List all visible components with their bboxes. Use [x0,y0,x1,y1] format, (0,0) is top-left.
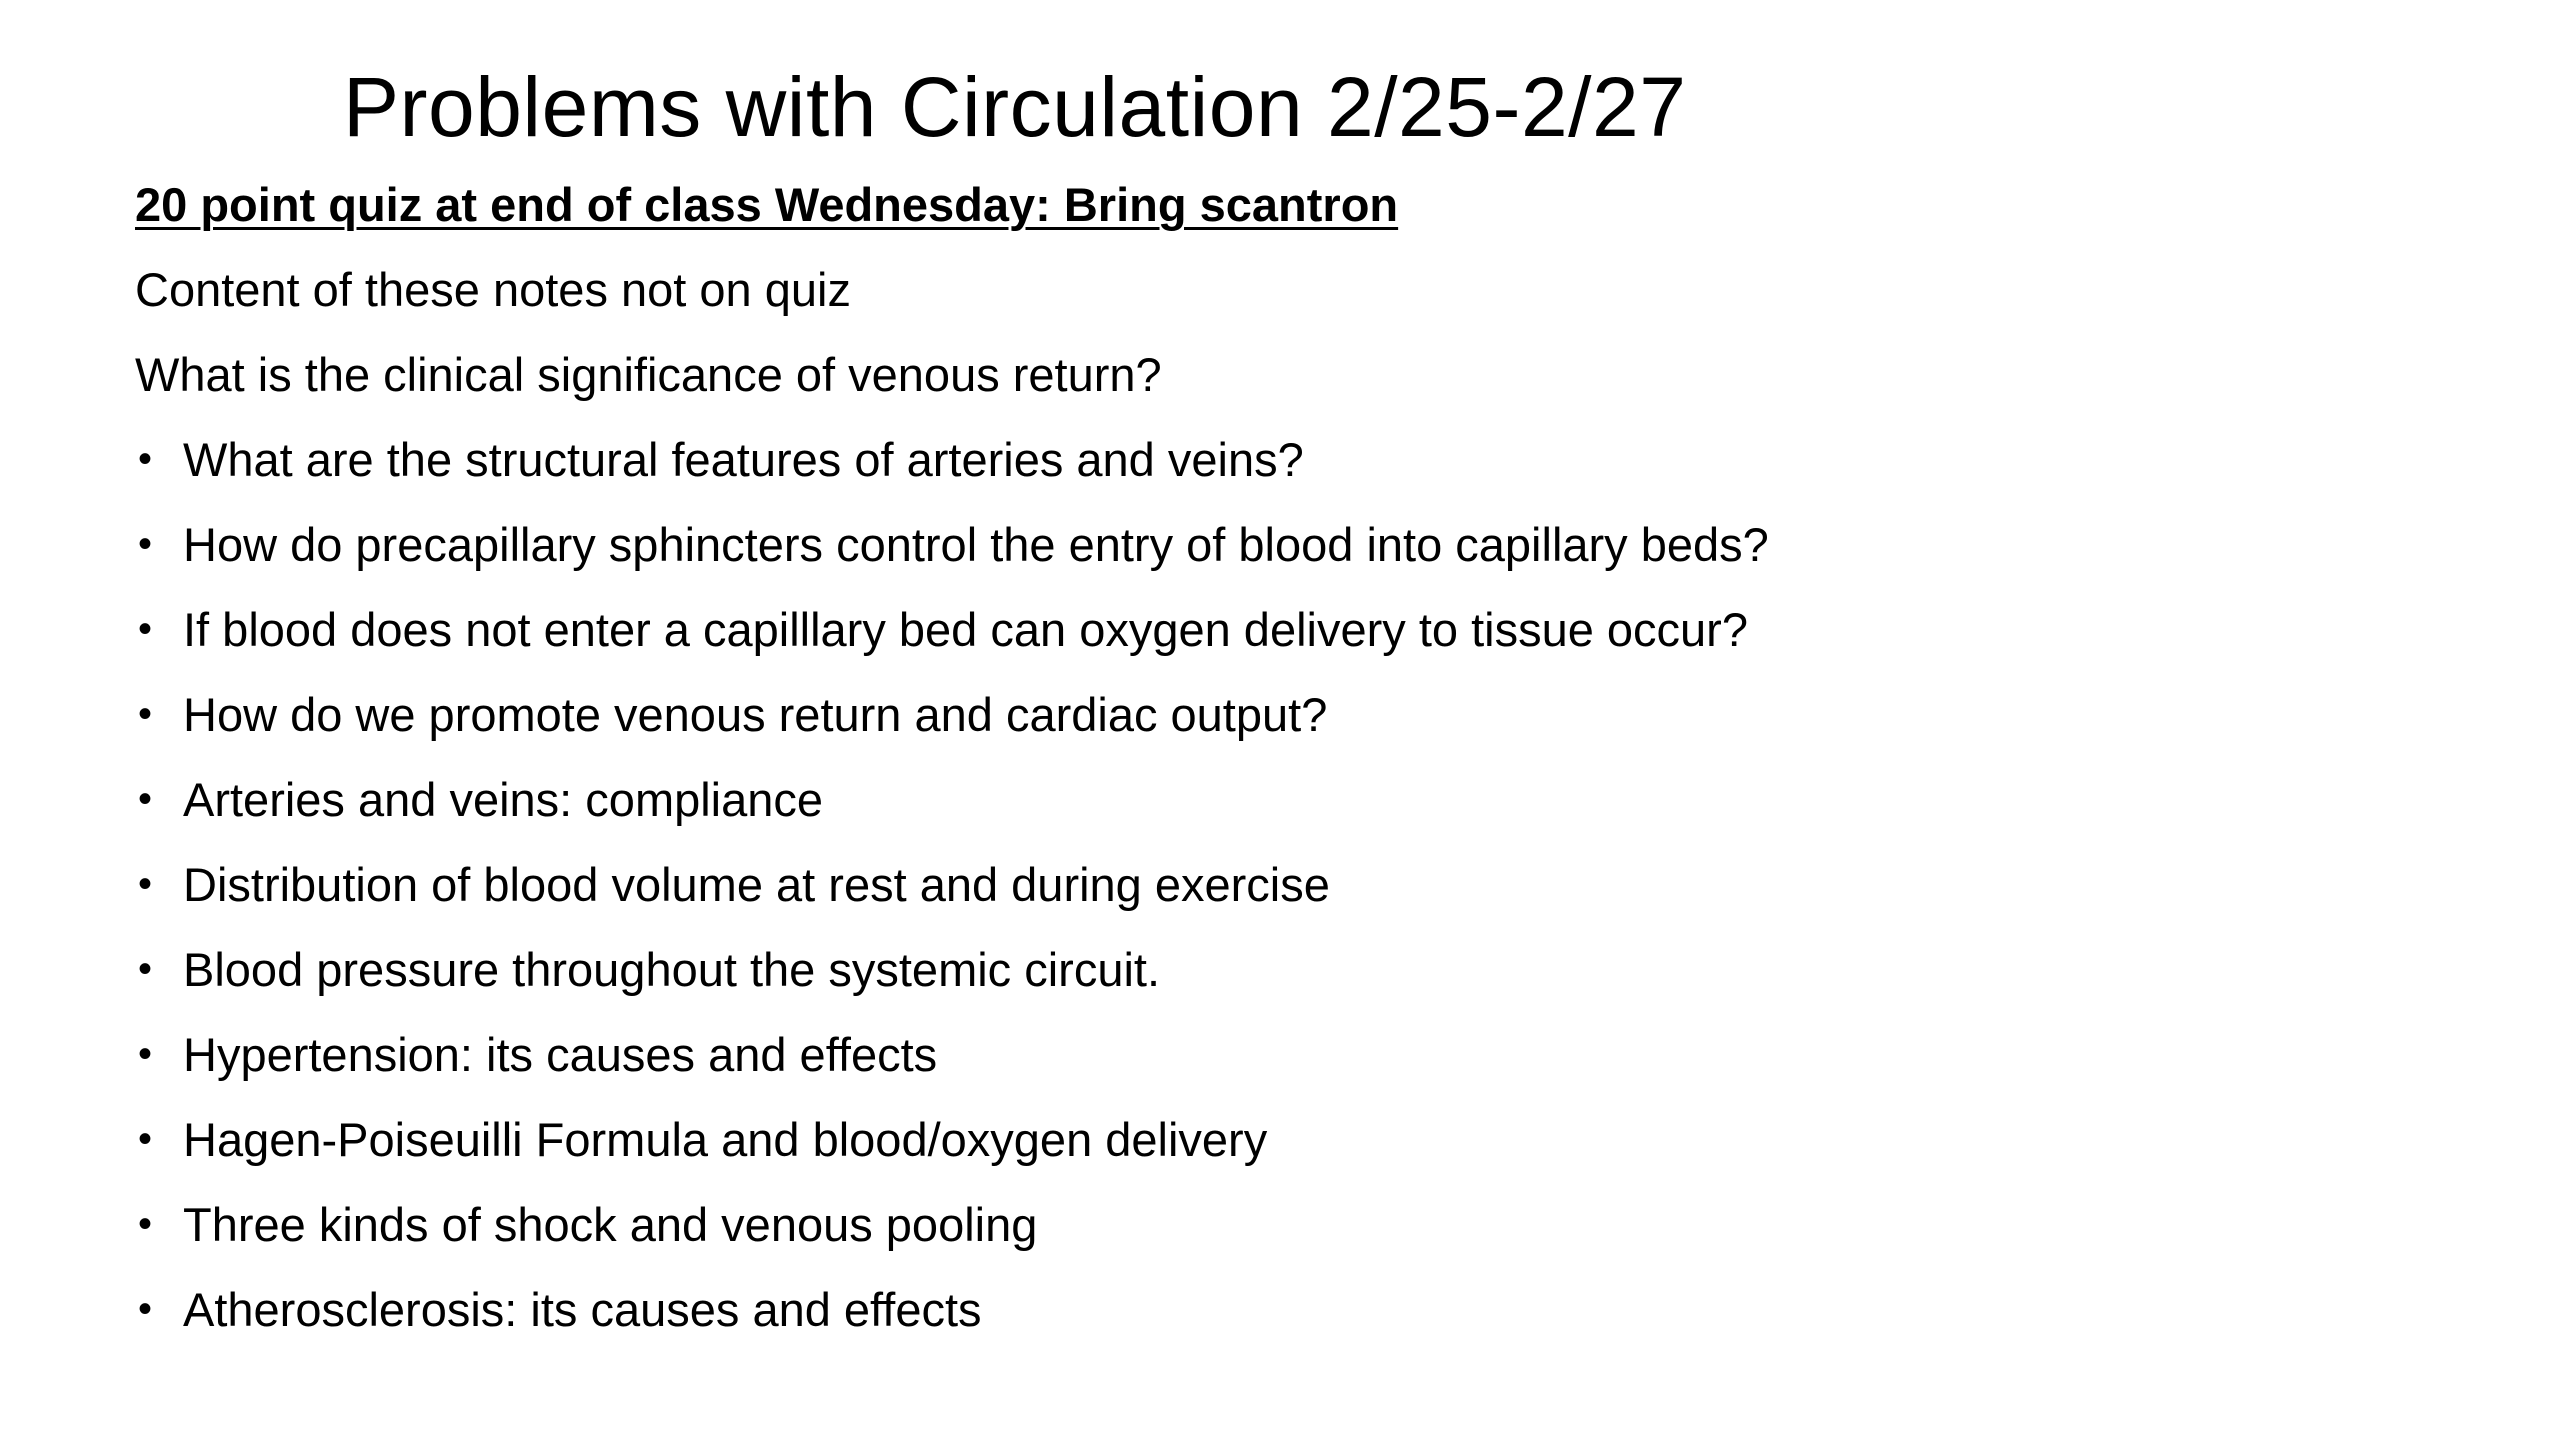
bullet-item [135,1097,2435,1182]
bullet-item [135,587,2435,672]
slide-title: Problems with Circulation 2/25-2/27 [343,60,1687,154]
bullet-text: Hagen-Poiseuilli Formula and blood/oxygen delivery [183,1113,1268,1166]
bullet-item [135,1182,2435,1267]
bullet-icon: • [137,1117,152,1161]
bullet-icon: • [137,692,152,736]
bullet-icon: • [137,862,152,906]
bullet-list [135,417,2435,1352]
bullet-item [135,417,2435,502]
bullet-icon: • [137,947,152,991]
slide-body [135,162,2435,1352]
bullet-text: Blood pressure throughout the systemic circuit. [183,943,1161,996]
bullet-icon: • [137,607,152,651]
bullet-text: If blood does not enter a capilllary bed can oxygen delivery to tissue occur? [183,603,1748,656]
bullet-item [135,672,2435,757]
bullet-icon: • [137,1202,152,1246]
bullet-item [135,502,2435,587]
bullet-icon: • [137,437,152,481]
bullet-item [135,1012,2435,1097]
lead-question: What is the clinical significance of venous return? [135,348,1162,401]
bullet-text: How do we promote venous return and cardiac output? [183,688,1328,741]
bullet-text: Atherosclerosis: its causes and effects [183,1283,982,1336]
bullet-icon: • [137,777,152,821]
quiz-notice: 20 point quiz at end of class Wednesday: Bring scantron [135,178,1399,231]
bullet-icon: • [137,1032,152,1076]
bullet-item [135,927,2435,1012]
bullet-text: Arteries and veins: compliance [183,773,824,826]
content-note: Content of these notes not on quiz [135,263,851,316]
bullet-item [135,757,2435,842]
bullet-icon: • [137,522,152,566]
bullet-text: What are the structural features of arteries and veins? [183,433,1304,486]
bullet-text: Three kinds of shock and venous pooling [183,1198,1038,1251]
bullet-item [135,842,2435,927]
bullet-text: Distribution of blood volume at rest and during exercise [183,858,1330,911]
bullet-item [135,1267,2435,1352]
bullet-text: Hypertension: its causes and effects [183,1028,938,1081]
bullet-icon: • [137,1287,152,1331]
bullet-text: How do precapillary sphincters control the entry of blood into capillary beds? [183,518,1769,571]
